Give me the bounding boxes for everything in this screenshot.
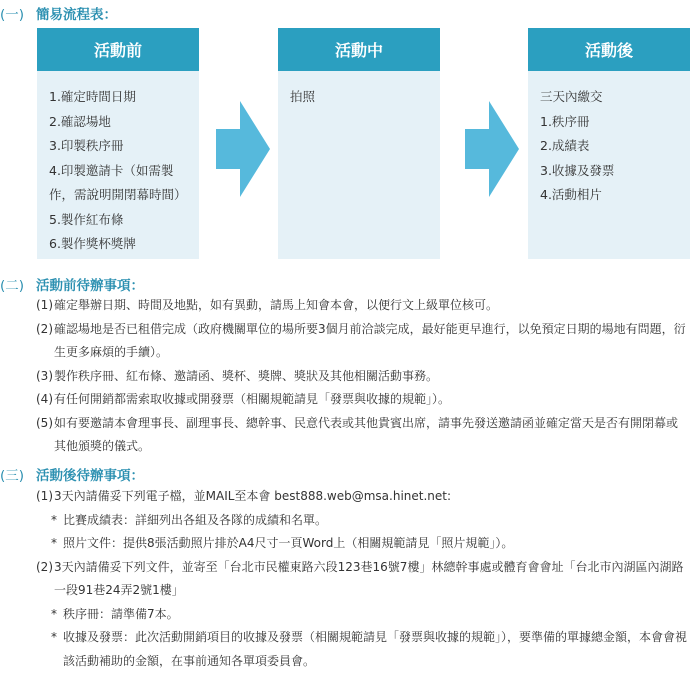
flow-item: 4.活動相片 [540, 187, 602, 202]
item-marker: (5) [36, 415, 53, 430]
item-text: 3天內請備妥下列電子檔，並MAIL至本會 best888.web@msa.hinet.net: [54, 489, 452, 503]
flow-item: 作，需說明開閉幕時間） [49, 187, 187, 202]
flow-during-title: 活動中 [278, 28, 440, 71]
sub-item [51, 532, 688, 556]
flow-before [37, 28, 199, 259]
bullet-marker: * [51, 536, 57, 550]
section1-title: 簡易流程表： [36, 7, 117, 23]
flow-item: 1.秩序冊 [540, 113, 590, 129]
section1-number: (一) [0, 7, 25, 23]
item-marker: (1) [36, 298, 53, 312]
section3-number: (三) [0, 468, 25, 484]
flow-arrow-right-icon [216, 101, 270, 197]
list-item [36, 365, 688, 389]
flow-before-title: 活動前 [37, 28, 199, 71]
section1-heading [0, 3, 117, 23]
flow-during [278, 28, 440, 259]
section2-number: (二) [0, 278, 25, 294]
bullet-marker: * [51, 606, 57, 621]
list-item [36, 318, 688, 365]
flow-after-title: 活動後 [528, 28, 690, 71]
sub-item-text: 收據及發票：此次活動開銷項目的收據及發票（相關規範請見「發票與收據的規範」），要準備的單據總金額，本會會視該活動補助的金額，在事前通知各單項委員會。 [63, 630, 688, 668]
item-text: 製作秩序冊、紅布條、邀請函、獎杯、獎牌、獎狀及其他相關活動事務。 [54, 368, 439, 383]
bullet-marker: * [51, 630, 57, 644]
item-text: 3天內請備妥下列文件，並寄至「台北市民權東路六段123巷16號7樓」林總幹事處或體育會會址「台北市內湖區內湖路一段91巷24弄2號1樓」 [54, 559, 684, 597]
flow-item: 拍照 [290, 89, 316, 104]
section3-heading [0, 464, 144, 484]
section3-title: 活動後待辦事項： [36, 468, 144, 484]
flow-item: 2.確認場地 [49, 113, 111, 129]
item-text: 有任何開銷都需索取收據或開發票（相關規範請見「發票與收據的規範」）。 [54, 392, 451, 406]
sub-item [51, 509, 688, 533]
flow-item: 2.成績表 [540, 138, 590, 153]
sub-item-text: 照片文件：提供8張活動照片排於A4尺寸一頁Word上（相關規範請見「照片規範」）。 [63, 536, 514, 550]
item-marker: (3) [36, 368, 53, 383]
list-item [36, 485, 688, 509]
section2-title: 活動前待辦事項： [36, 278, 144, 294]
list-item [36, 412, 688, 459]
sub-item [51, 626, 688, 673]
list-item [36, 294, 688, 318]
item-text: 確定舉辦日期、時間及地點，如有異動，請馬上知會本會，以便行文上級單位核可。 [54, 298, 499, 312]
item-marker: (4) [36, 392, 53, 406]
list-item [36, 388, 688, 412]
flow-item: 3.收據及發票 [540, 162, 615, 178]
bullet-marker: * [51, 512, 57, 527]
flow-item: 6.製作獎杯獎牌 [49, 236, 136, 251]
flow-item: 4.印製邀請卡（如需製 [49, 162, 174, 178]
item-text: 確認場地是否已租借完成（政府機關單位的場所要3個月前洽談完成，最好能更早進行，以免預定日期的場地有問題，衍生更多麻煩的手續）。 [54, 321, 686, 359]
flow-after [528, 28, 690, 259]
sub-item [51, 603, 688, 627]
section3-list [36, 485, 688, 673]
item-text: 如有要邀請本會理事長、副理事長、總幹事、民意代表或其他貴賓出席，請事先發送邀請函並確定當天是否有開閉幕或其他頒獎的儀式。 [54, 415, 679, 453]
flow-after-body [528, 71, 690, 259]
flow-item: 1.確定時間日期 [49, 89, 136, 104]
flow-arrow-right-icon [465, 101, 519, 197]
flow-item: 3.印製秩序冊 [49, 138, 124, 153]
flow-item: 5.製作紅布條 [49, 211, 124, 227]
sub-item-text: 比賽成績表：詳細列出各組及各隊的成績和名單。 [63, 512, 328, 527]
item-marker: (2) [36, 559, 53, 574]
flow-item: 三天內繳交 [540, 89, 603, 104]
flow-before-body [37, 71, 199, 259]
flow-during-body [278, 71, 440, 259]
section2-list [36, 294, 688, 459]
section2-heading [0, 274, 144, 294]
item-marker: (1) [36, 489, 53, 503]
list-item [36, 556, 688, 603]
sub-item-text: 秩序冊：請準備7本。 [63, 606, 179, 621]
item-marker: (2) [36, 321, 53, 336]
